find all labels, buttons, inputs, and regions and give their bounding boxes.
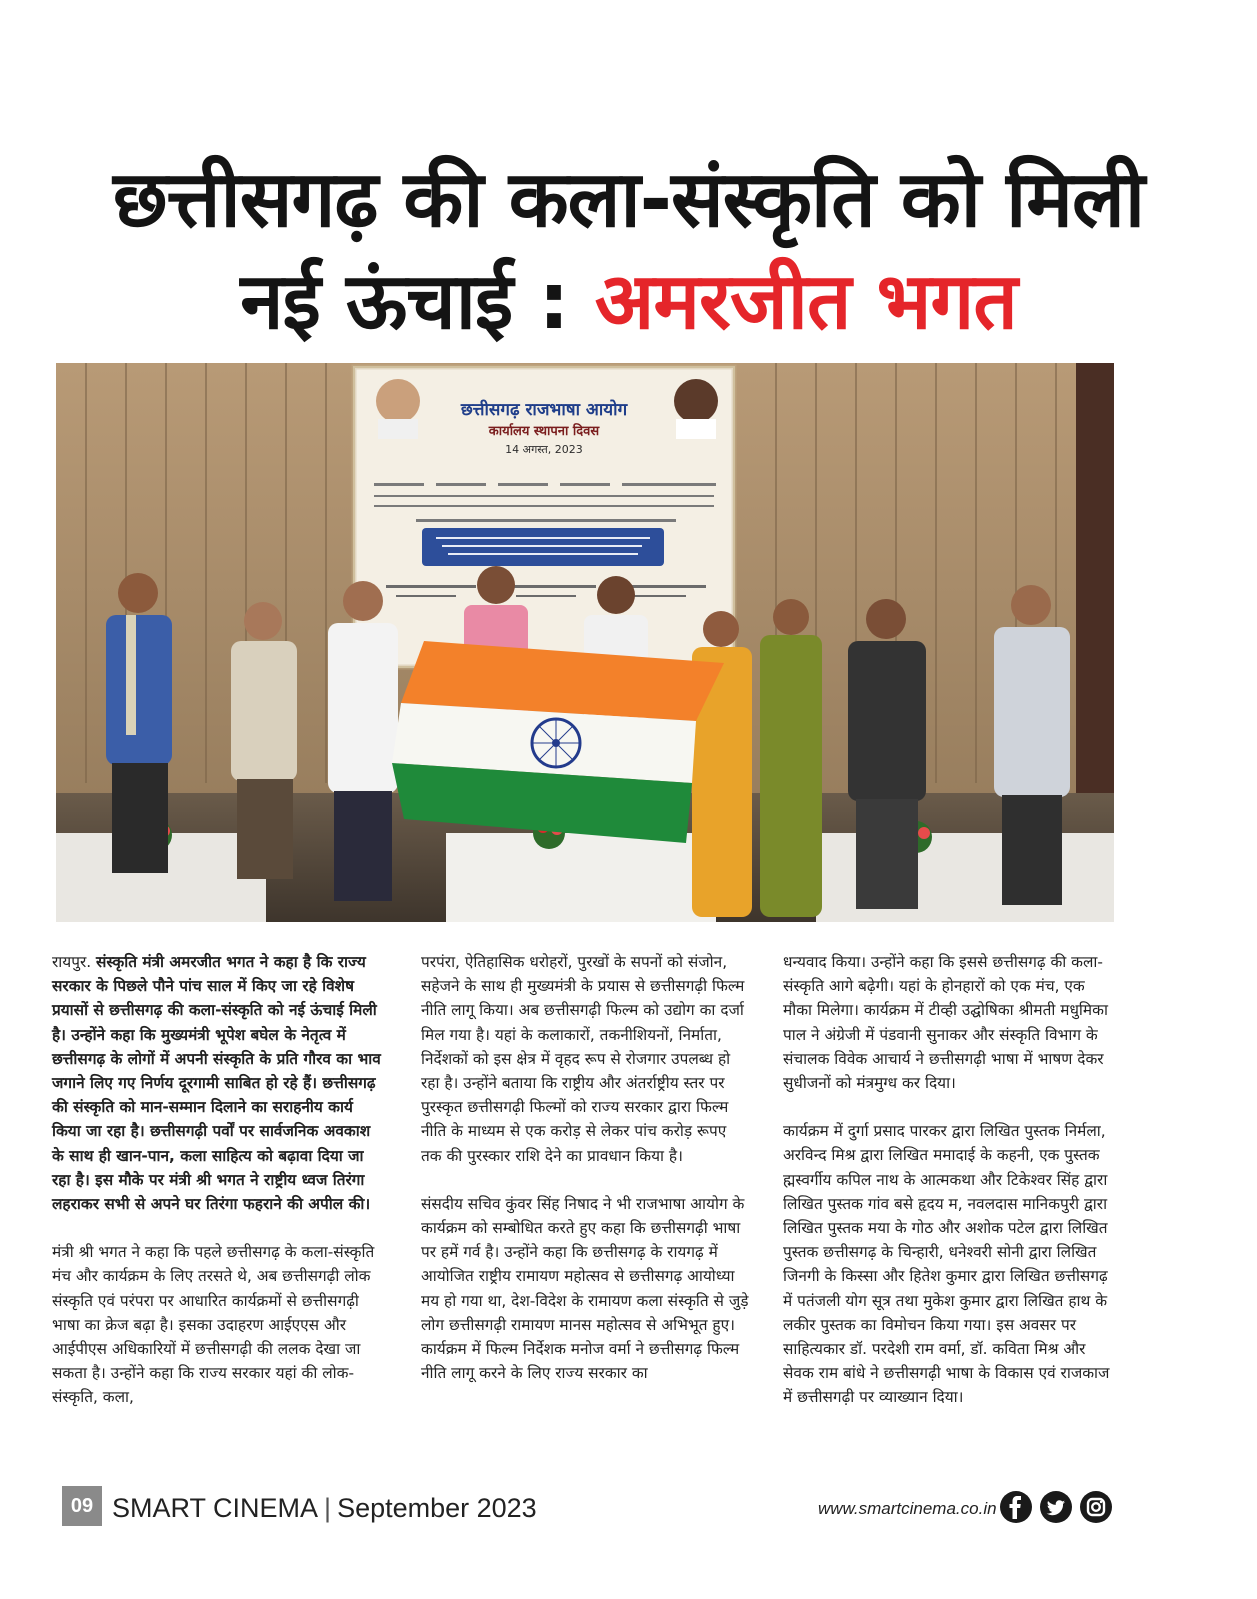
- instagram-icon[interactable]: [1080, 1491, 1112, 1523]
- indian-flag: [392, 641, 724, 843]
- facebook-icon[interactable]: [1000, 1491, 1032, 1523]
- article-column-1: [52, 950, 382, 1434]
- headline: [40, 150, 1217, 354]
- event-photo: [56, 363, 1114, 922]
- article-column-2: [421, 950, 751, 1409]
- paragraph: मंत्री श्री भगत ने कहा कि पहले छत्तीसगढ़ के कला-संस्कृति मंच और कार्यक्रम के लिए तरसते थे, अब छत्तीसगढ़ी लोक संस्कृति एवं परंपरा पर आधारित कार्यक्रमों से छत्तीसगढ़ी भाषा का क्रेज बढ़ा है। इसका उदाहरण आईएएस और आईपीएस अधिकारियों में छत्तीसगढ़ी की ललक देखा जा सकता है। उन्होंने कहा कि राज्य सरकार यहां की लोक-संस्कृति, कला,: [52, 1243, 375, 1407]
- banner-subtitle: कार्यालय स्थापना दिवस: [488, 424, 600, 439]
- website-link[interactable]: www.smartcinema.co.in: [818, 1499, 997, 1518]
- banner-title: छत्तीसगढ़ राजभाषा आयोग: [460, 400, 628, 420]
- magazine-issue: [112, 1488, 537, 1528]
- page-number: 09: [62, 1486, 102, 1526]
- paragraph: संसदीय सचिव कुंवर सिंह निषाद ने भी राजभाषा आयोग के कार्यक्रम को सम्बोधित करते हुए कहा कि छत्तीसगढ़ी भाषा पर हमें गर्व है। उन्होंने कहा कि छत्तीसगढ़ के रायगढ़ में आयोजित राष्ट्रीय रामायण महोत्सव से छत्तीसगढ़ आयोध्या मय हो गया था, देश-विदेश के रामायण कला संस्कृति से जुड़े लोग छत्तीसगढ़ी रामायण मानस महोत्सव से अभिभूत हुए। कार्यक्रम में फिल्म निर्देशक मनोज वर्मा ने छत्तीसगढ़ फिल्म नीति लागू करने के लिए राज्य सरकार का: [421, 1194, 749, 1383]
- headline-line-2: [40, 250, 1217, 354]
- issue-date: September 2023: [337, 1493, 537, 1523]
- paragraph: कार्यक्रम में दुर्गा प्रसाद पारकर द्वारा लिखित पुस्तक निर्मला, अरविन्द मिश्र द्वारा लिखित ममादाई के कहनी, एक पुस्तक ह्मस्वर्गीय कपिल नाथ के आत्मकथा और टिकेश्वर सिंह द्वारा लिखित पुस्तक गांव बसे हृदय म, नवलदास मानिकपुरी द्वारा लिखित पुस्तक मया के गोठ और अशोक पटेल द्वारा लिखित पुस्तक छत्तीसगढ़ के चिन्हारी, धनेश्वरी सोनी द्वारा लिखित जिनगी के किस्सा और हितेश कुमार द्वारा लिखित छत्तीसगढ़ में पतंजली योग सूत्र तथा मुकेश कुमार द्वारा लिखित हाथ के लकीर पुस्तक का विमोचन किया गया। इस अवसर पर साहित्यकार डॉ. परदेशी राम वर्मा, डॉ. कविता मिश्र और सेवक राम बांधे ने छत्तीसगढ़ी भाषा के विकास एवं राजकाज में छत्तीसगढ़ी पर व्याख्यान दिया।: [783, 1122, 1110, 1407]
- banner-date: 14 अगस्त, 2023: [505, 443, 583, 456]
- paragraph: परपंरा, ऐतिहासिक धरोहरों, पुरखों के सपनों को संजोन, सहेजने के साथ ही मुख्यमंत्री के प्रयास से छत्तीसगढ़ी फिल्म नीति लागू किया। अब छत्तीसगढ़ी फिल्म को उद्योग का दर्जा मिल गया है। यहां के कलाकारों, तकनीशियनों, निर्माता, निर्देशकों को इस क्षेत्र में वृहद रूप से रोजगार उपलब्ध हो रहा है। उन्होंने बताया कि राष्ट्रीय और अंतर्राष्ट्रीय स्तर पर पुरस्कृत छत्तीसगढ़ी फिल्मों को राज्य सरकार द्वारा फिल्म नीति के माध्यम से एक करोड़ से लेकर पांच करोड़ रूपए तक की पुरस्कार राशि देने का प्रावधान किया है।: [421, 953, 745, 1165]
- headline-line-2-red: अमरजीत भगत: [594, 257, 1017, 347]
- lead-paragraph: [52, 950, 382, 1216]
- headline-line-1: छत्तीसगढ़ की कला-संस्कृति को मिली: [112, 155, 1145, 245]
- twitter-icon[interactable]: [1040, 1491, 1072, 1523]
- magazine-name: SMART CINEMA: [112, 1493, 319, 1523]
- headline-line-2-black: नई ऊंचाई :: [240, 257, 595, 347]
- footer-separator: |: [324, 1493, 332, 1523]
- paragraph: धन्यवाद किया। उन्होंने कहा कि इससे छत्तीसगढ़ की कला-संस्कृति आगे बढ़ेगी। यहां के होनहारों को एक मंच, एक मौका मिलेगा। कार्यक्रम में टीव्ही उद्घोषिका श्रीमती मधुमिका पाल ने अंग्रेजी में पंडवानी सुनाकर और संस्कृति विभाग के संचालक विवेक आचार्य ने छत्तीसगढ़ी भाषा में भाषण देकर सुधीजनों को मंत्रमुग्ध कर दिया।: [783, 953, 1108, 1093]
- event-banner: [354, 367, 734, 667]
- article-column-3: [783, 950, 1113, 1434]
- lead-text: संस्कृति मंत्री अमरजीत भगत ने कहा है कि राज्य सरकार के पिछले पौने पांच साल में किए जा रहे विशेष प्रयासों से छत्तीसगढ़ की कला-संस्कृति को नई ऊंचाई मिली है। उन्होंने कहा कि मुख्यमंत्री भूपेश बघेल के नेतृत्व में छत्तीसगढ़ के लोगों में अपनी संस्कृति के प्रति गौरव का भाव जगाने लिए गए निर्णय दूरगामी साबित हो रहे हैं। छत्तीसगढ़ की संस्कृति को मान-सम्मान दिलाने का सराहनीय कार्य किया जा रहा है। छत्तीसगढ़ी पर्वों पर सार्वजनिक अवकाश के साथ ही खान-पान, कला साहित्य को बढ़ावा दिया जा रहा है। इस मौके पर मंत्री श्री भगत ने राष्ट्रीय ध्वज तिरंगा लहराकर सभी से अपने घर तिरंगा फहराने की अपील की।: [52, 953, 381, 1214]
- dateline: रायपुर.: [52, 953, 97, 971]
